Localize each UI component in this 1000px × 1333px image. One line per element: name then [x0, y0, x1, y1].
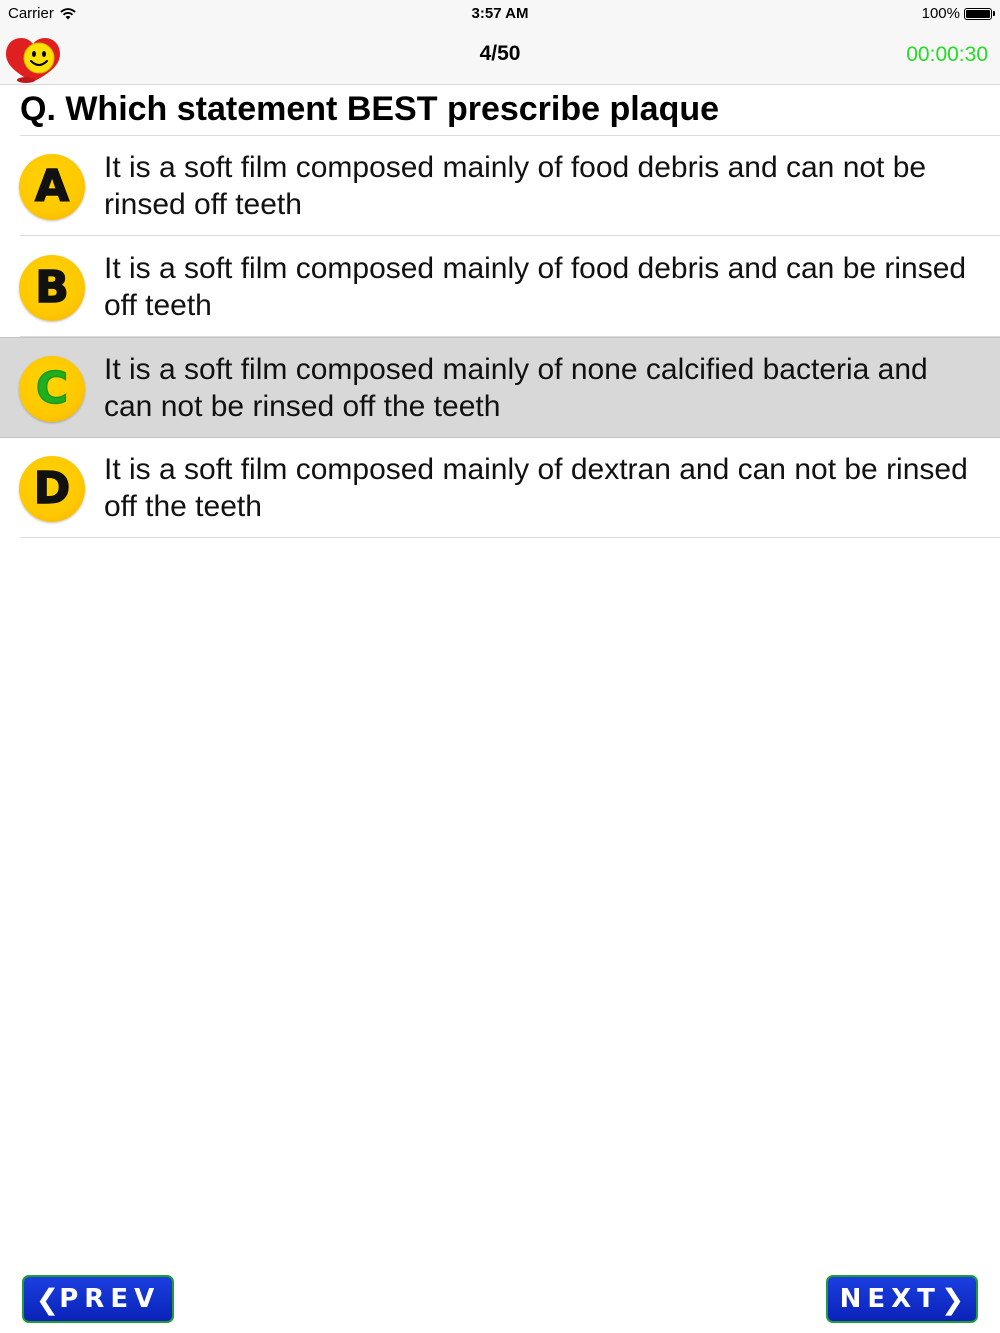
carrier-label: Carrier — [8, 5, 54, 22]
option-c-letter: C — [35, 363, 69, 414]
option-b-text: It is a soft film composed mainly of food debris and can be rinsed off teeth — [104, 252, 967, 322]
option-d-letter: D — [33, 463, 71, 514]
option-d-text: It is a soft film composed mainly of dextran and can not be rinsed off the teeth — [104, 453, 968, 523]
option-b-letter: B — [35, 262, 69, 313]
chevron-right-icon: ❯ — [940, 1282, 965, 1316]
option-d-badge-icon — [19, 456, 85, 522]
option-a-text: It is a soft film composed mainly of food debris and can not be rinsed off teeth — [104, 151, 927, 221]
option-b-badge-icon — [19, 255, 85, 321]
status-bar — [0, 0, 1000, 28]
option-divider — [20, 235, 1000, 236]
option-a-badge-icon — [19, 154, 85, 220]
option-d[interactable] — [0, 438, 1000, 538]
question-text: Q. Which statement BEST prescribe plaque — [20, 90, 720, 128]
prev-button[interactable] — [22, 1275, 174, 1323]
status-time: 3:57 AM — [471, 5, 529, 22]
question-progress: 4/50 — [479, 42, 521, 65]
battery-icon — [964, 8, 992, 20]
option-a-letter: A — [34, 161, 70, 212]
next-label: NEXT — [839, 1284, 941, 1314]
status-right — [922, 5, 992, 22]
option-c-text: It is a soft film composed mainly of none calcified bacteria and can not be rinsed off the teeth — [104, 353, 928, 423]
next-button[interactable] — [826, 1275, 978, 1323]
option-divider — [20, 537, 1000, 538]
nav-bar — [0, 28, 1000, 85]
option-c-badge-icon — [19, 356, 85, 422]
prev-label: PREV — [59, 1284, 161, 1314]
chevron-left-icon: ❮ — [35, 1282, 60, 1316]
battery-percent: 100% — [921, 5, 960, 22]
option-a[interactable] — [0, 136, 1000, 236]
quiz-timer: 00:00:30 — [906, 43, 988, 66]
option-c[interactable] — [0, 337, 1000, 438]
option-b[interactable] — [0, 237, 1000, 337]
